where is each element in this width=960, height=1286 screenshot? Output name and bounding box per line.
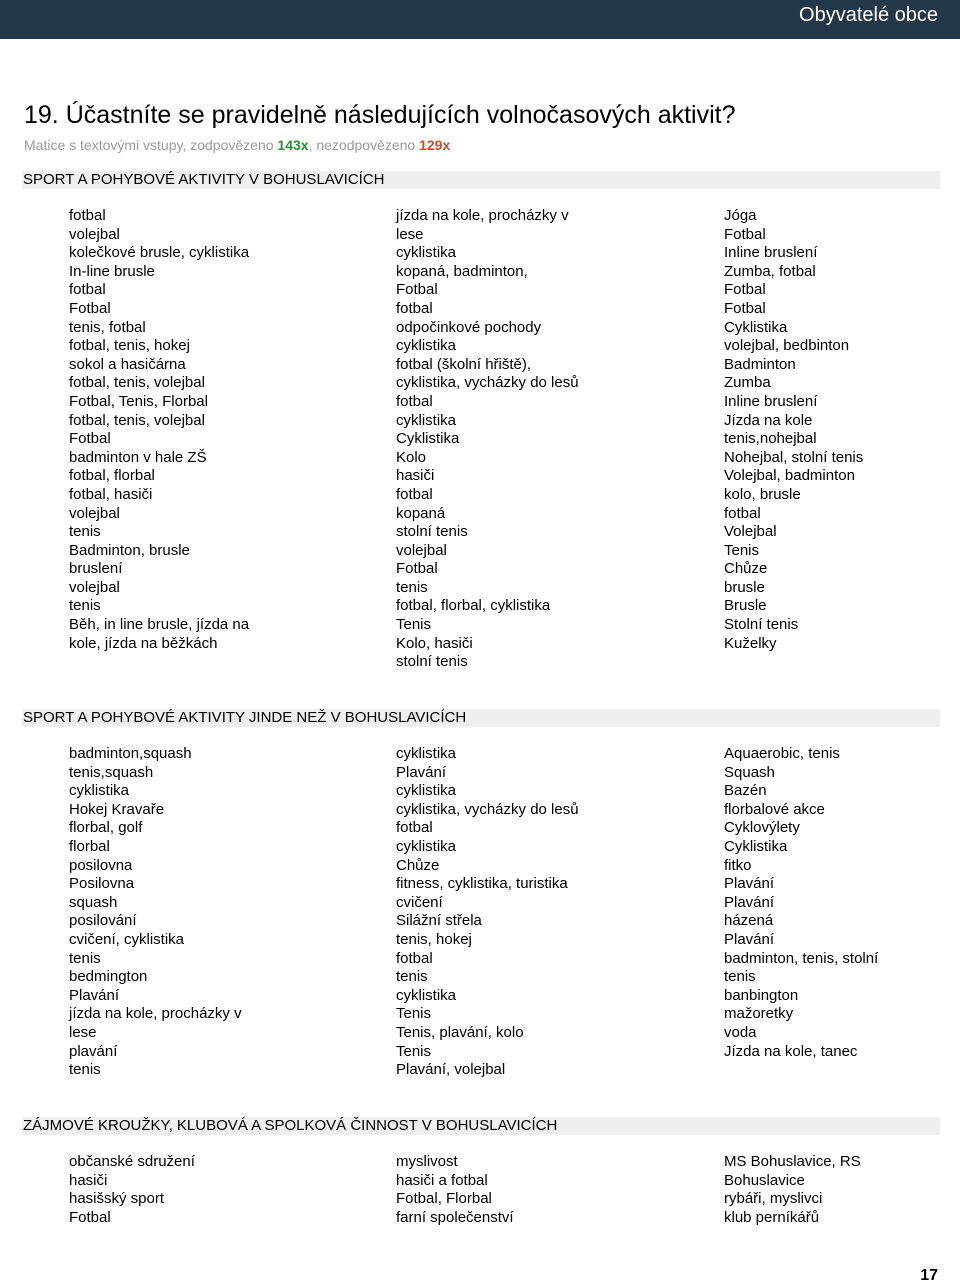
answer-item: lese bbox=[69, 1023, 97, 1041]
answer-item: kolečkové brusle, cyklistika bbox=[69, 244, 250, 262]
answer-item: Plavání bbox=[396, 763, 447, 781]
answer-item: hasišský sport bbox=[69, 1190, 165, 1208]
answer-item: tenis bbox=[69, 523, 101, 541]
answers-column bbox=[396, 1153, 636, 1227]
answer-item: posilování bbox=[69, 912, 137, 930]
answer-item: Volejbal bbox=[724, 523, 777, 541]
answer-item: Fotbal, Florbal bbox=[396, 1190, 492, 1208]
answer-item: Inline bruslení bbox=[724, 244, 818, 262]
section-header-sport-bohuslavice: SPORT A POHYBOVÉ AKTIVITY V BOHUSLAVICÍCH bbox=[22, 171, 940, 189]
answer-item: tenis,squash bbox=[69, 763, 154, 781]
answer-item: Tenis bbox=[724, 541, 760, 559]
answer-item: jízda na kole, procházky v bbox=[396, 207, 569, 224]
answer-item: Tenis, plavání, kolo bbox=[396, 1023, 524, 1041]
answer-item: lese bbox=[396, 225, 424, 243]
answer-item: squash bbox=[69, 893, 118, 911]
answer-item: fotbal bbox=[724, 504, 761, 522]
answer-item: tenis bbox=[396, 578, 428, 596]
answer-item: badminton,squash bbox=[69, 745, 192, 762]
answer-item: fotbal bbox=[69, 281, 106, 299]
section-header-sport-elsewhere: SPORT A POHYBOVÉ AKTIVITY JINDE NEŽ V BOHUSLAVICÍCH bbox=[22, 709, 940, 727]
answer-item: fotbal bbox=[396, 392, 433, 410]
section-header-clubs: ZÁJMOVÉ KROUŽKY, KLUBOVÁ A SPOLKOVÁ ČINNOST V BOHUSLAVICÍCH bbox=[22, 1117, 940, 1135]
answer-item: Jízda na kole, tanec bbox=[724, 1042, 858, 1060]
answer-item: rybáři, myslivci bbox=[724, 1190, 823, 1208]
answer-item: cyklistika bbox=[396, 837, 457, 855]
answer-item: Zumba bbox=[724, 374, 771, 392]
answer-item: Badminton, brusle bbox=[69, 541, 190, 559]
answer-item: Kolo, hasiči bbox=[396, 634, 473, 652]
answer-item: volejbal bbox=[69, 578, 120, 596]
answer-item: klub perníkářů bbox=[724, 1208, 820, 1226]
answer-item: odpočinkové pochody bbox=[396, 318, 542, 336]
answer-item: tenis, fotbal bbox=[69, 318, 146, 336]
answer-item: cvičení bbox=[396, 893, 443, 911]
header-label: Obyvatelé obce bbox=[799, 4, 938, 26]
answer-item: Silážní střela bbox=[396, 912, 482, 930]
answer-item: fitko bbox=[724, 856, 752, 874]
answer-item: tenis bbox=[69, 597, 101, 615]
answer-item: cvičení, cyklistika bbox=[69, 930, 185, 948]
answer-item: florbalové akce bbox=[724, 800, 825, 818]
matrix-info-middle: , nezodpovězeno bbox=[308, 137, 420, 153]
answer-item: házená bbox=[724, 912, 774, 930]
answer-item: Fotbal bbox=[69, 1208, 111, 1226]
answer-item: Bazén bbox=[724, 782, 767, 800]
answer-item: bedmington bbox=[69, 968, 148, 986]
answer-item: banbington bbox=[724, 986, 799, 1004]
answer-item: Kuželky bbox=[724, 634, 777, 652]
answer-item: Fotbal bbox=[396, 560, 438, 578]
answer-item: florbal bbox=[69, 837, 110, 855]
answer-item: Chůze bbox=[396, 856, 440, 874]
answer-item: fotbal, florbal, cyklistika bbox=[396, 597, 551, 615]
answer-item: cyklistika, vycházky do lesů bbox=[396, 800, 579, 818]
answer-item: Plavání bbox=[69, 986, 120, 1004]
matrix-info bbox=[24, 137, 450, 153]
answer-item: volejbal, bedbinton bbox=[724, 337, 850, 355]
answer-item: Plavání, volejbal bbox=[396, 1061, 506, 1079]
answer-item: Cyklovýlety bbox=[724, 819, 800, 837]
answer-item: tenis bbox=[69, 949, 101, 967]
answer-item: Stolní tenis bbox=[724, 616, 799, 634]
answer-item: Inline bruslení bbox=[724, 392, 818, 410]
answer-item: In-line brusle bbox=[69, 262, 155, 280]
answer-item: farní společenství bbox=[396, 1208, 514, 1226]
answer-item: Hokej Kravaře bbox=[69, 800, 165, 818]
answer-item: kole, jízda na běžkách bbox=[69, 634, 218, 652]
answer-item: kolo, brusle bbox=[724, 485, 801, 503]
answer-item: mažoretky bbox=[724, 1005, 794, 1023]
answer-item: bruslení bbox=[69, 560, 123, 578]
answer-item: Badminton bbox=[724, 355, 796, 373]
answer-item: florbal, golf bbox=[69, 819, 143, 837]
answer-item: Plavání bbox=[724, 930, 775, 948]
answer-item: Cyklistika bbox=[724, 318, 788, 336]
answers-column bbox=[69, 745, 309, 1080]
answer-item: Jízda na kole bbox=[724, 411, 813, 429]
answer-item: fotbal bbox=[396, 485, 433, 503]
answer-item: Brusle bbox=[724, 597, 767, 615]
answer-item: tenis bbox=[69, 1061, 101, 1079]
answer-item: cyklistika bbox=[396, 337, 457, 355]
answers-column bbox=[396, 207, 636, 672]
answer-item: tenis bbox=[724, 968, 756, 986]
answer-item: Fotbal bbox=[69, 299, 111, 317]
answer-item: cyklistika, vycházky do lesů bbox=[396, 374, 579, 392]
answers-column bbox=[69, 1153, 309, 1227]
answer-item: Plavání bbox=[724, 875, 775, 893]
answer-item: Plavání bbox=[724, 893, 775, 911]
answer-item: tenis,nohejbal bbox=[724, 430, 817, 448]
answer-item: Běh, in line brusle, jízda na bbox=[69, 616, 250, 634]
answer-item: tenis, hokej bbox=[396, 930, 472, 948]
answer-item: fotbal (školní hřiště), bbox=[396, 355, 532, 373]
question-title: 19. Účastníte se pravidelně následujících volnočasových aktivit? bbox=[24, 101, 736, 129]
answer-item: stolní tenis bbox=[396, 653, 468, 671]
answer-item: Fotbal bbox=[724, 225, 766, 243]
answer-item: Fotbal bbox=[396, 281, 438, 299]
answers-column bbox=[396, 745, 636, 1080]
answer-item: fitness, cyklistika, turistika bbox=[396, 875, 568, 893]
answer-item: volejbal bbox=[396, 541, 447, 559]
answer-item: Nohejbal, stolní tenis bbox=[724, 448, 864, 466]
answer-item: cyklistika bbox=[396, 244, 457, 262]
answer-item: badminton, tenis, stolní bbox=[724, 949, 879, 967]
answer-item: Posilovna bbox=[69, 875, 135, 893]
answer-item: tenis bbox=[396, 968, 428, 986]
answered-count: 143x bbox=[277, 137, 309, 153]
answer-item: kopaná bbox=[396, 504, 446, 522]
answer-item: občanské sdružení bbox=[69, 1153, 195, 1170]
answer-item: cyklistika bbox=[69, 782, 130, 800]
answer-item: hasiči bbox=[69, 1171, 108, 1189]
unanswered-count: 129x bbox=[419, 137, 451, 153]
answers-column bbox=[69, 207, 309, 653]
answer-item: jízda na kole, procházky v bbox=[69, 1005, 242, 1023]
answer-item: voda bbox=[724, 1023, 757, 1041]
answer-item: fotbal, hasiči bbox=[69, 485, 153, 503]
answer-item: cyklistika bbox=[396, 782, 457, 800]
answer-item: cyklistika bbox=[396, 986, 457, 1004]
answer-item: volejbal bbox=[69, 225, 120, 243]
answer-item: hasiči a fotbal bbox=[396, 1171, 488, 1189]
answer-item: kopaná, badminton, bbox=[396, 262, 528, 280]
answers-column bbox=[724, 1153, 960, 1227]
answer-item: fotbal, tenis, hokej bbox=[69, 337, 190, 355]
answer-item: Cyklistika bbox=[396, 430, 460, 448]
answer-item: volejbal bbox=[69, 504, 120, 522]
answer-item: stolní tenis bbox=[396, 523, 468, 541]
answer-item: cyklistika bbox=[396, 411, 457, 429]
answer-item: posilovna bbox=[69, 856, 133, 874]
page-header-bar bbox=[0, 0, 960, 39]
answer-item: fotbal bbox=[69, 207, 106, 224]
answer-item: Chůze bbox=[724, 560, 768, 578]
answer-item: Squash bbox=[724, 763, 775, 781]
answer-item: MS Bohuslavice, RS bbox=[724, 1153, 861, 1170]
answers-column bbox=[724, 745, 960, 1061]
answer-item: Tenis bbox=[396, 1042, 432, 1060]
answer-item: Zumba, fotbal bbox=[724, 262, 816, 280]
answer-item: myslivost bbox=[396, 1153, 458, 1170]
answer-item: Tenis bbox=[396, 616, 432, 634]
page-number: 17 bbox=[920, 1267, 938, 1284]
answer-item: Fotbal bbox=[724, 299, 766, 317]
answer-item: Bohuslavice bbox=[724, 1171, 805, 1189]
answer-item: fotbal, tenis, volejbal bbox=[69, 374, 205, 392]
matrix-info-prefix: Matice s textovými vstupy, zodpovězeno bbox=[24, 137, 278, 153]
answer-item: fotbal, florbal bbox=[69, 467, 155, 485]
answer-item: brusle bbox=[724, 578, 765, 596]
answer-item: fotbal bbox=[396, 299, 433, 317]
answer-item: badminton v hale ZŠ bbox=[69, 448, 207, 466]
answer-item: Volejbal, badminton bbox=[724, 467, 855, 485]
answer-item: fotbal, tenis, volejbal bbox=[69, 411, 205, 429]
answer-item: Fotbal bbox=[724, 281, 766, 299]
answer-item: plavání bbox=[69, 1042, 118, 1060]
answer-item: Kolo bbox=[396, 448, 427, 466]
answers-column bbox=[724, 207, 960, 653]
answer-item: fotbal bbox=[396, 949, 433, 967]
answer-item: Cyklistika bbox=[724, 837, 788, 855]
answer-item: Fotbal bbox=[69, 430, 111, 448]
answer-item: hasiči bbox=[396, 467, 435, 485]
answer-item: cyklistika bbox=[396, 745, 457, 762]
answer-item: fotbal bbox=[396, 819, 433, 837]
answer-item: Tenis bbox=[396, 1005, 432, 1023]
answer-item: Aquaerobic, tenis bbox=[724, 745, 840, 762]
answer-item: sokol a hasičárna bbox=[69, 355, 186, 373]
answer-item: Jóga bbox=[724, 207, 757, 224]
answer-item: Fotbal, Tenis, Florbal bbox=[69, 392, 208, 410]
